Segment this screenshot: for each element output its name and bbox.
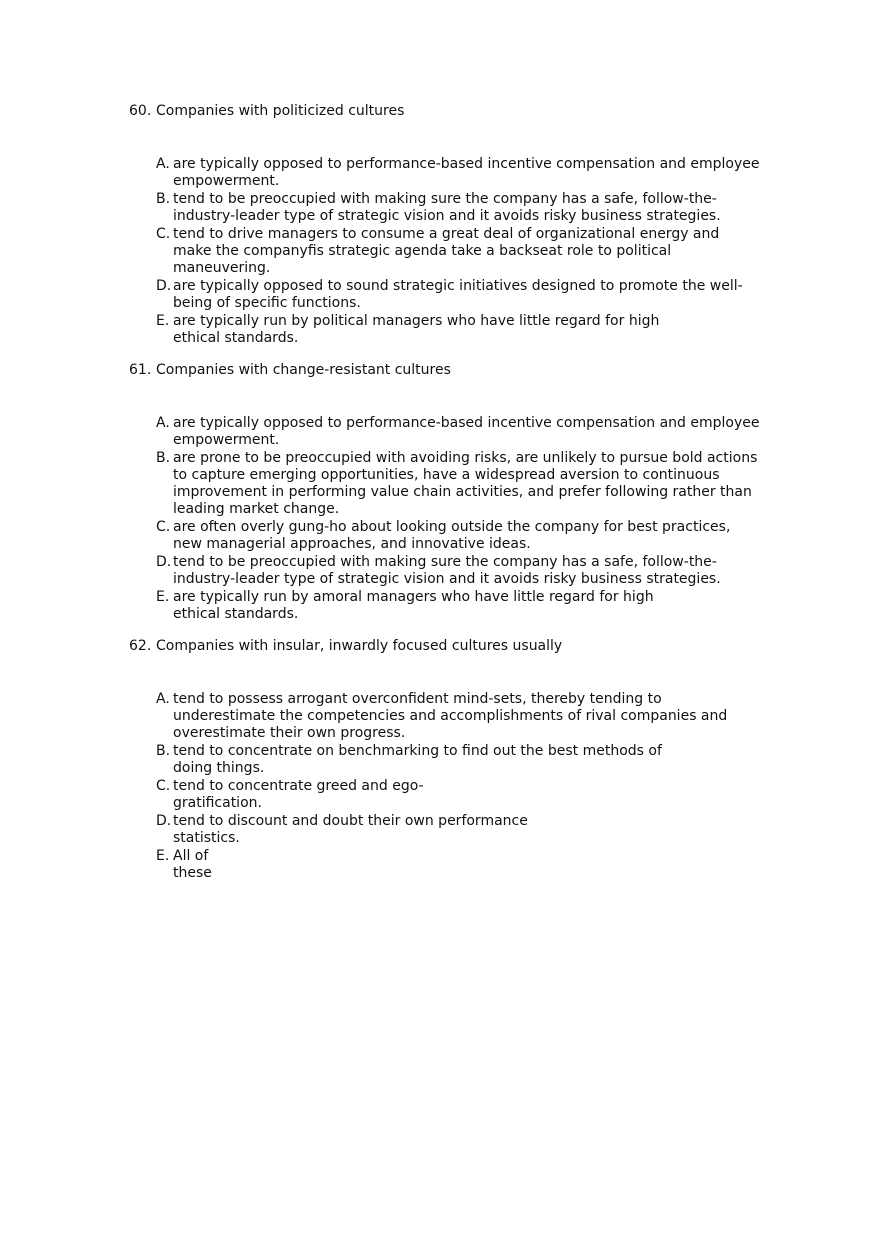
option-text xyxy=(173,191,721,225)
option-text-line: tend to possess arrogant overconfident mind-sets, thereby tending to xyxy=(173,691,662,707)
option-text-line: new managerial approaches, and innovative ideas. xyxy=(173,536,531,552)
option-text-line: statistics. xyxy=(173,830,240,846)
option-text-line: tend to drive managers to consume a great deal of organizational energy and xyxy=(173,226,720,242)
option-text-line: are often overly gung-ho about looking outside the company for best practices, xyxy=(173,519,731,535)
answer-option xyxy=(156,813,809,847)
option-letter: E. xyxy=(156,589,170,605)
option-letter: D. xyxy=(156,813,172,829)
option-letter: A. xyxy=(156,415,170,431)
answer-option xyxy=(156,778,809,812)
option-text xyxy=(173,589,654,623)
question-header xyxy=(129,638,809,655)
question-header xyxy=(129,362,809,379)
option-letter: C. xyxy=(156,226,171,242)
option-letter: A. xyxy=(156,156,170,172)
option-text xyxy=(173,743,662,777)
option-text xyxy=(173,813,528,847)
question-62 xyxy=(129,638,809,883)
option-text xyxy=(173,415,760,449)
option-text-line: to capture emerging opportunities, have a widespread aversion to continuous xyxy=(173,467,720,483)
option-text-line: gratification. xyxy=(173,795,262,811)
option-text-line: tend to concentrate on benchmarking to find out the best methods of xyxy=(173,743,662,759)
answer-options xyxy=(156,156,809,347)
option-text-line: ethical standards. xyxy=(173,606,299,622)
option-text xyxy=(173,848,212,882)
answer-option xyxy=(156,450,809,518)
answer-option xyxy=(156,415,809,449)
question-60 xyxy=(129,103,809,348)
option-text-line: tend to be preoccupied with making sure the company has a safe, follow-the- xyxy=(173,191,717,207)
option-text-line: are typically opposed to performance-based incentive compensation and employee xyxy=(173,156,760,172)
option-text xyxy=(173,156,760,190)
option-letter: A. xyxy=(156,691,170,707)
option-text-line: are typically run by amoral managers who have little regard for high xyxy=(173,589,654,605)
question-number: 61. xyxy=(129,362,152,378)
option-text-line: underestimate the competencies and accomplishments of rival companies and xyxy=(173,708,728,724)
answer-option xyxy=(156,156,809,190)
option-text-line: All of xyxy=(173,848,209,864)
option-text-line: are typically opposed to performance-based incentive compensation and employee xyxy=(173,415,760,431)
answer-option xyxy=(156,554,809,588)
option-text-line: doing things. xyxy=(173,760,265,776)
option-text-line: overestimate their own progress. xyxy=(173,725,406,741)
question-stem: Companies with insular, inwardly focused cultures usually xyxy=(156,638,563,654)
answer-option xyxy=(156,848,809,882)
option-text-line: being of specific functions. xyxy=(173,295,361,311)
option-text xyxy=(173,519,730,553)
option-text xyxy=(173,313,659,347)
option-letter: D. xyxy=(156,554,172,570)
option-text-line: make the companyfis strategic agenda take a backseat role to political xyxy=(173,243,672,259)
question-header xyxy=(129,103,809,120)
option-text-line: are typically run by political managers who have little regard for high xyxy=(173,313,660,329)
option-text-line: are prone to be preoccupied with avoiding risks, are unlikely to pursue bold actions xyxy=(173,450,758,466)
option-text xyxy=(173,226,719,277)
option-text xyxy=(173,691,727,742)
option-letter: D. xyxy=(156,278,172,294)
option-text xyxy=(173,554,721,588)
option-letter: C. xyxy=(156,778,171,794)
option-text-line: these xyxy=(173,865,212,881)
option-text-line: are typically opposed to sound strategic initiatives designed to promote the well- xyxy=(173,278,743,294)
answer-option xyxy=(156,278,809,312)
option-text-line: industry-leader type of strategic vision and it avoids risky business strategies. xyxy=(173,571,721,587)
option-text-line: leading market change. xyxy=(173,501,340,517)
option-text-line: tend to be preoccupied with making sure the company has a safe, follow-the- xyxy=(173,554,717,570)
option-text xyxy=(173,778,424,812)
answer-option xyxy=(156,191,809,225)
option-letter: B. xyxy=(156,743,171,759)
answer-option xyxy=(156,313,809,347)
option-letter: B. xyxy=(156,191,171,207)
option-letter: E. xyxy=(156,848,170,864)
option-letter: C. xyxy=(156,519,171,535)
answer-option xyxy=(156,589,809,623)
option-letter: B. xyxy=(156,450,171,466)
option-text-line: empowerment. xyxy=(173,173,280,189)
answer-option xyxy=(156,743,809,777)
option-text-line: industry-leader type of strategic vision and it avoids risky business strategies. xyxy=(173,208,721,224)
option-text-line: tend to concentrate greed and ego- xyxy=(173,778,424,794)
option-text-line: tend to discount and doubt their own performance xyxy=(173,813,528,829)
answer-option xyxy=(156,226,809,277)
question-stem: Companies with change-resistant cultures xyxy=(156,362,451,378)
option-text-line: improvement in performing value chain activities, and prefer following rather than xyxy=(173,484,752,500)
option-text-line: maneuvering. xyxy=(173,260,271,276)
option-text xyxy=(173,450,757,518)
option-text-line: empowerment. xyxy=(173,432,280,448)
answer-option xyxy=(156,691,809,742)
option-letter: E. xyxy=(156,313,170,329)
option-text xyxy=(173,278,743,312)
question-number: 60. xyxy=(129,103,152,119)
answer-option xyxy=(156,519,809,553)
answer-options xyxy=(156,691,809,882)
question-stem: Companies with politicized cultures xyxy=(156,103,405,119)
question-61 xyxy=(129,362,809,624)
option-text-line: ethical standards. xyxy=(173,330,299,346)
question-number: 62. xyxy=(129,638,152,654)
answer-options xyxy=(156,415,809,623)
